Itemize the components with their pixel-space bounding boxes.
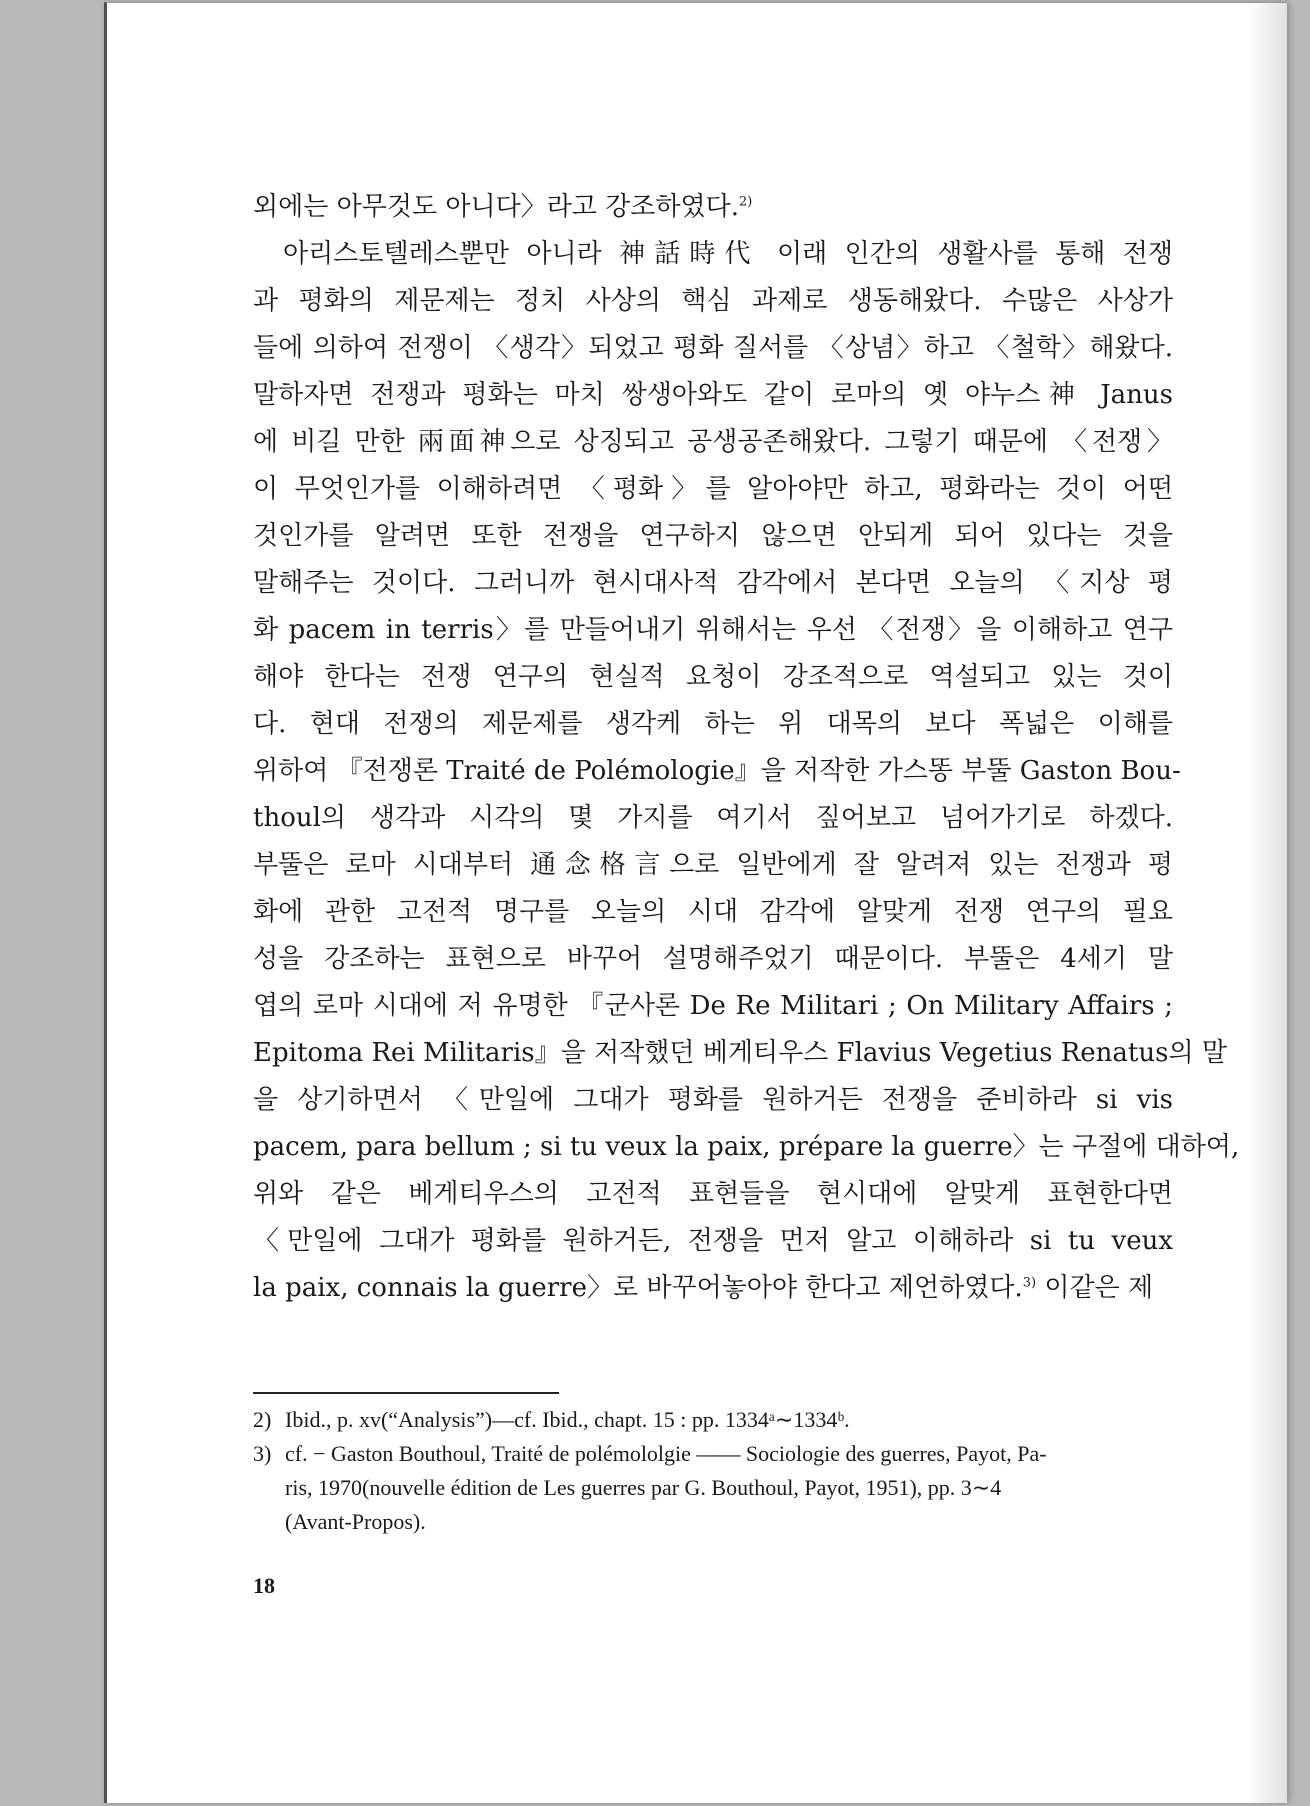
text-line: pacem, para bellum ; si tu veux la paix, prépare la guerre〉는 구절에 대하여, <box>253 1132 1240 1162</box>
text-line: 화에 관한 고전적 명구를 오늘의 시대 감각에 알맞게 전쟁 연구의 필요 <box>253 897 1173 927</box>
text-line: 엽의 로마 시대에 저 유명한 『군사론 De Re Militari ; On Military Affairs ; <box>253 991 1173 1021</box>
footnote-ref: 2) <box>739 194 753 210</box>
text-line: 말해주는 것이다. 그러니까 현시대사적 감각에서 본다면 오늘의 〈지상 평 <box>253 568 1173 598</box>
text-line: 부뚤은 로마 시대부터 通念格言으로 일반에게 잘 알려져 있는 전쟁과 평 <box>253 850 1173 880</box>
book-page <box>104 2 1287 1803</box>
footnote-ref: 3) <box>1022 1275 1037 1291</box>
text-line: 과 평화의 제문제는 정치 사상의 핵심 과제로 생동해왔다. 수많은 사상가 <box>253 286 1173 316</box>
footnote: 3) cf. − Gaston Bouthoul, Traité de polémololgie —— Sociologie des guerres, Payot, Pa- <box>253 1441 1047 1466</box>
text-line: 외에는 아무것도 아니다〉라고 강조하였다.$^{2)}$ <box>253 192 753 222</box>
text-line: Epitoma Rei Militaris』을 저작했던 베게티우스 Flavius Vegetius Renatus의 말 <box>253 1038 1227 1068</box>
text-line: la paix, connais la guerre〉로 바꾸어놓아야 한다고 제언하였다.$^{3)}$ 이같은 제 <box>253 1273 1154 1303</box>
text-line: 성을 강조하는 표현으로 바꾸어 설명해주었기 때문이다. 부뚤은 4세기 말 <box>253 944 1173 974</box>
text-line: 해야 한다는 전쟁 연구의 현실적 요청이 강조적으로 역설되고 있는 것이 <box>253 662 1173 692</box>
text-line: thoul의 생각과 시각의 몇 가지를 여기서 짚어보고 넘어가기로 하겠다. <box>253 803 1173 833</box>
text-line: 말하자면 전쟁과 평화는 마치 쌍생아와도 같이 로마의 옛 야누스神 Janus <box>253 380 1173 410</box>
text-line: 에 비길 만한 兩面神으로 상징되고 공생공존해왔다. 그렇기 때문에 〈전쟁〉 <box>253 427 1173 457</box>
text-line: 이 무엇인가를 이해하려면 〈평화〉를 알아야만 하고, 평화라는 것이 어떤 <box>253 474 1173 504</box>
text-line: 다. 현대 전쟁의 제문제를 생각케 하는 위 대목의 보다 폭넓은 이해를 <box>253 709 1173 739</box>
text-line: 들에 의하여 전쟁이 〈생각〉되었고 평화 질서를 〈상념〉하고 〈철학〉해왔다. <box>253 333 1173 363</box>
text-line: 위하여 『전쟁론 Traité de Polémologie』을 저작한 가스똥 부뚤 Gaston Bou- <box>253 756 1181 786</box>
text-line: 것인가를 알려면 또한 전쟁을 연구하지 않으면 안되게 되어 있다는 것을 <box>253 521 1173 551</box>
footnote-continuation: ris, 1970(nouvelle édition de Les guerres par G. Bouthoul, Payot, 1951), pp. 3∼4 <box>285 1475 1002 1500</box>
footnote-divider <box>253 1392 559 1394</box>
text-line: 아리스토텔레스뿐만 아니라 神話時代 이래 인간의 생활사를 통해 전쟁 <box>283 239 1173 269</box>
page-number: 18 <box>253 1573 275 1598</box>
text-line: 화 pacem in terris〉를 만들어내기 위해서는 우선 〈전쟁〉을 이해하고 연구 <box>253 615 1173 645</box>
footnote: 2) Ibid., p. xv(“Analysis”)—cf. Ibid., chapt. 15 : pp. 1334ᵃ∼1334ᵇ. <box>253 1407 850 1432</box>
text-line: 위와 같은 베게티우스의 고전적 표현들을 현시대에 알맞게 표현한다면 <box>253 1179 1173 1209</box>
text-line: 을 상기하면서 〈만일에 그대가 평화를 원하거든 전쟁을 준비하라 si vis <box>253 1085 1173 1115</box>
footnote-continuation: (Avant-Propos). <box>285 1509 426 1534</box>
text-line: 〈만일에 그대가 평화를 원하거든, 전쟁을 먼저 알고 이해하라 si tu veux <box>253 1226 1173 1256</box>
